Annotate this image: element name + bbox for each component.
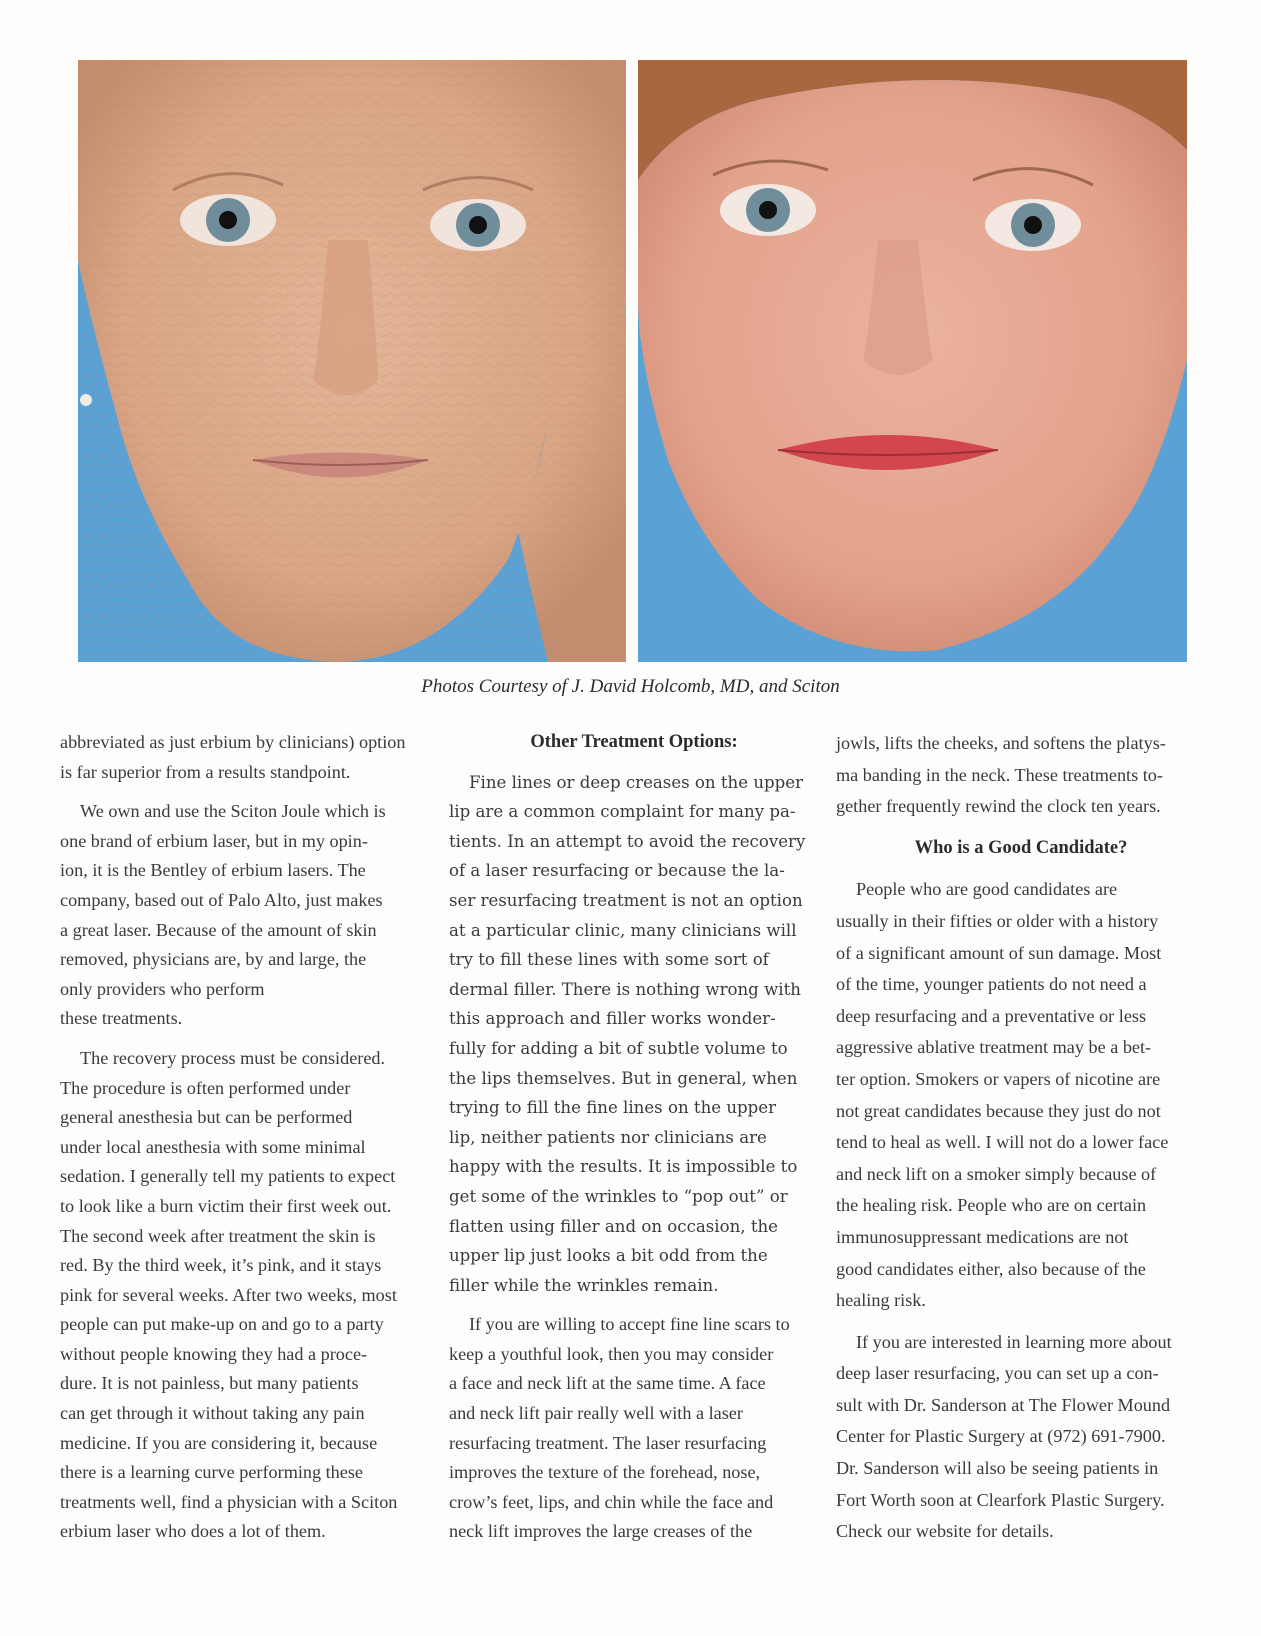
text-line: filler while the wrinkles remain. <box>449 1275 719 1295</box>
text-line: improves the texture of the forehead, nose, <box>449 1462 761 1483</box>
text-line: these treatments. <box>60 1008 183 1029</box>
text-line: sedation. I generally tell my patients to expect <box>60 1166 396 1187</box>
text-line: lip, neither patients nor clinicians are <box>449 1127 767 1147</box>
text-line: neck lift improves the large creases of the <box>449 1521 753 1542</box>
text-line: only providers who perform <box>60 978 265 999</box>
text-line: erbium laser who does a lot of them. <box>60 1521 326 1542</box>
text-line: deep laser resurfacing, you can set up a con- <box>836 1363 1159 1384</box>
text-line: usually in their fifties or older with a history <box>836 910 1159 931</box>
text-line: upper lip just looks a bit odd from the <box>449 1246 768 1266</box>
text-line: jowls, lifts the cheeks, and softens the platys- <box>836 733 1166 753</box>
text-line: The procedure is often performed under <box>60 1077 351 1098</box>
text-line: of a laser resurfacing or because the la- <box>449 861 785 881</box>
text-line: and neck lift on a smoker simply because of <box>836 1163 1157 1184</box>
text-line: tients. In an attempt to avoid the recovery <box>449 831 806 851</box>
text-line: If you are willing to accept fine line scars to <box>469 1314 790 1335</box>
text-line: immunosuppressant medications are not <box>836 1226 1129 1247</box>
text-line: Fine lines or deep creases on the upper <box>469 772 804 792</box>
section-heading: Who is a Good Candidate? <box>914 837 1128 858</box>
paragraph <box>449 768 819 1301</box>
text-line: good candidates either, also because of the <box>836 1258 1146 1279</box>
text-line: gether frequently rewind the clock ten years. <box>836 796 1161 817</box>
paragraph <box>60 728 428 787</box>
text-line: healing risk. <box>836 1290 926 1311</box>
text-column-2 <box>449 728 819 1557</box>
text-line: lip are a common complaint for many pa- <box>449 802 796 822</box>
text-line: sult with Dr. Sanderson at The Flower Mound <box>836 1394 1171 1415</box>
text-line: there is a learning curve performing these <box>60 1462 363 1483</box>
text-line: crow’s feet, lips, and chin while the face and <box>449 1491 774 1512</box>
before-photo <box>78 60 626 662</box>
text-line: the lips themselves. But in general, when <box>449 1068 798 1088</box>
text-line: happy with the results. It is impossible to <box>449 1157 798 1177</box>
text-line: is far superior from a results standpoint. <box>60 761 351 782</box>
text-line: to look like a burn victim their first week out. <box>60 1195 392 1216</box>
text-line: removed, physicians are, by and large, the <box>60 949 367 970</box>
text-line: the healing risk. People who are on certain <box>836 1195 1147 1216</box>
text-line: ma banding in the neck. These treatments to- <box>836 764 1163 785</box>
text-column-1 <box>60 728 428 1557</box>
text-line: We own and use the Sciton Joule which is <box>80 801 386 822</box>
text-line: dure. It is not painless, but many patients <box>60 1373 359 1394</box>
text-line: ion, it is the Bentley of erbium lasers. The <box>60 860 366 881</box>
paragraph <box>836 728 1206 823</box>
paragraph <box>836 874 1206 1316</box>
text-line: If you are interested in learning more about <box>856 1331 1172 1352</box>
text-line: company, based out of Palo Alto, just makes <box>60 889 383 910</box>
text-line: under local anesthesia with some minimal <box>60 1136 366 1157</box>
text-line: can get through it without taking any pain <box>60 1403 365 1424</box>
text-line: abbreviated as just erbium by clinicians) option <box>60 732 406 752</box>
text-line: pink for several weeks. After two weeks, most <box>60 1284 397 1305</box>
text-line: medicine. If you are considering it, because <box>60 1432 378 1453</box>
text-line: Dr. Sanderson will also be seeing patients in <box>836 1458 1159 1479</box>
text-line: aggressive ablative treatment may be a bet- <box>836 1037 1152 1058</box>
before-face-image <box>78 60 626 662</box>
text-line: deep resurfacing and a preventative or less <box>836 1005 1147 1026</box>
text-line: a face and neck lift at the same time. A face <box>449 1373 766 1394</box>
text-line: Center for Plastic Surgery at (972) 691-7900. <box>836 1426 1166 1447</box>
section-heading: Other Treatment Options: <box>530 732 738 752</box>
text-line: fully for adding a bit of subtle volume to <box>449 1038 788 1058</box>
text-line: try to fill these lines with some sort of <box>449 950 769 970</box>
after-photo <box>638 60 1187 662</box>
text-line: this approach and filler works wonder- <box>449 1009 776 1029</box>
paragraph <box>60 797 428 1034</box>
text-line: treatments well, find a physician with a Sciton <box>60 1491 398 1512</box>
text-line: general anesthesia but can be performed <box>60 1107 353 1128</box>
paragraph <box>449 1310 819 1547</box>
paragraph <box>836 1327 1206 1548</box>
text-line: tend to heal as well. I will not do a lower face <box>836 1132 1169 1153</box>
text-line: The second week after treatment the skin is <box>60 1225 376 1246</box>
text-line: of the time, younger patients do not need a <box>836 974 1147 995</box>
after-face-image <box>638 60 1187 662</box>
text-line: keep a youthful look, then you may consider <box>449 1343 774 1364</box>
text-line: Check our website for details. <box>836 1521 1054 1542</box>
text-line: People who are good candidates are <box>856 879 1118 900</box>
text-line: red. By the third week, it’s pink, and it stays <box>60 1255 382 1276</box>
text-line: Fort Worth soon at Clearfork Plastic Surgery. <box>836 1489 1165 1510</box>
text-line: get some of the wrinkles to “pop out” or <box>449 1186 788 1206</box>
text-line: of a significant amount of sun damage. Most <box>836 942 1162 963</box>
text-line: one brand of erbium laser, but in my opin- <box>60 830 368 851</box>
text-line: ter option. Smokers or vapers of nicotine are <box>836 1068 1161 1089</box>
text-line: trying to fill the fine lines on the upper <box>449 1098 777 1118</box>
paragraph <box>60 1044 428 1547</box>
text-line: resurfacing treatment. The laser resurfacing <box>449 1432 767 1453</box>
text-line: flatten using filler and on occasion, the <box>449 1216 779 1236</box>
text-column-3 <box>836 728 1206 1558</box>
text-line: The recovery process must be considered. <box>80 1047 386 1068</box>
text-line: without people knowing they had a proce- <box>60 1343 368 1364</box>
text-line: people can put make-up on and go to a party <box>60 1314 384 1335</box>
text-line: at a particular clinic, many clinicians will <box>449 920 797 940</box>
photo-caption: Photos Courtesy of J. David Holcomb, MD, and Sciton <box>421 676 840 697</box>
text-line: and neck lift pair really well with a laser <box>449 1403 743 1424</box>
text-line: not great candidates because they just do not <box>836 1100 1161 1121</box>
text-line: ser resurfacing treatment is not an option <box>449 890 803 910</box>
text-line: a great laser. Because of the amount of skin <box>60 919 377 940</box>
text-line: dermal filler. There is nothing wrong with <box>449 979 801 999</box>
